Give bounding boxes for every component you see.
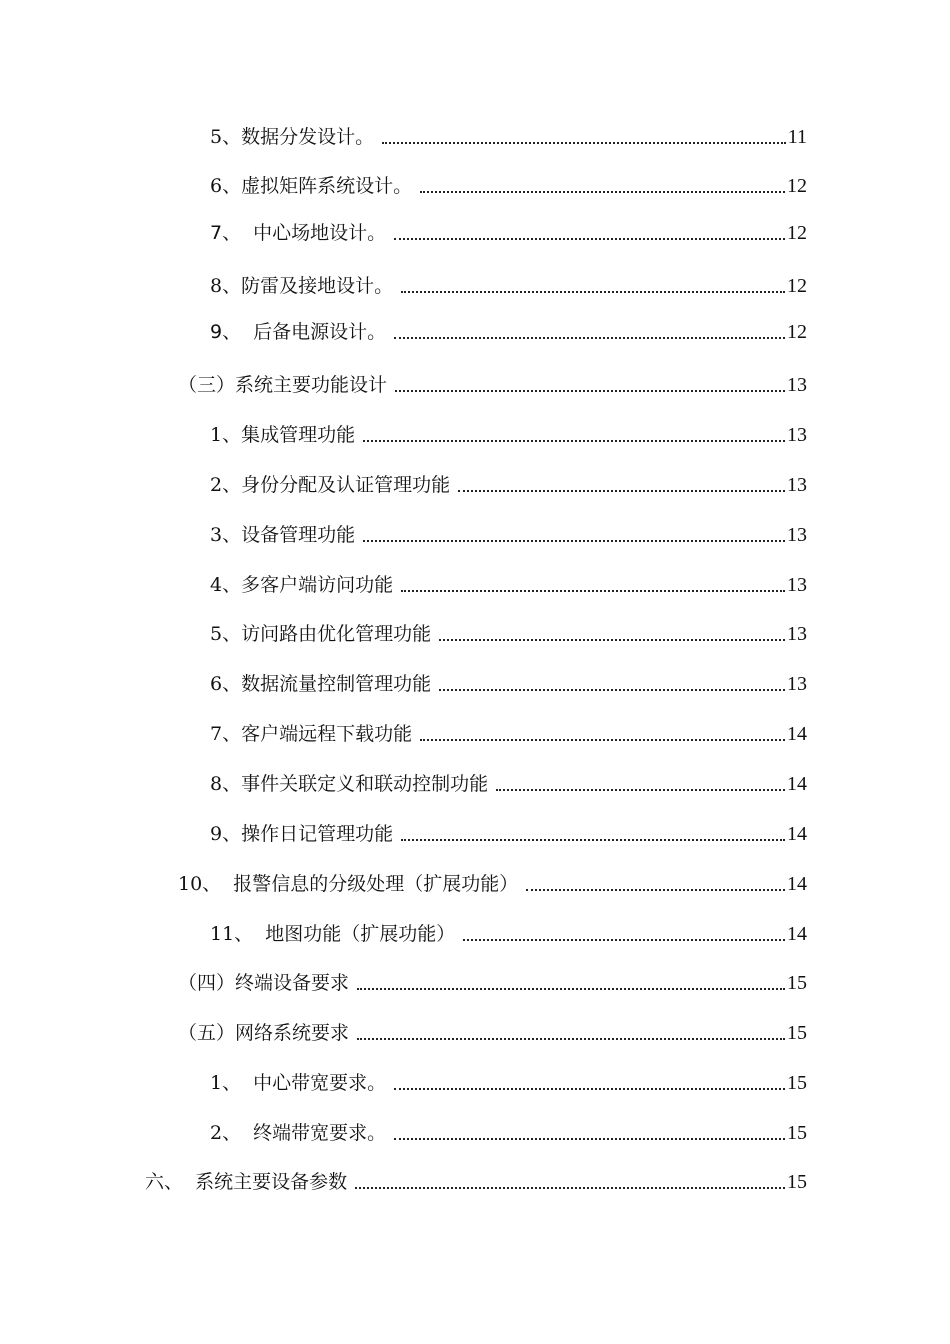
toc-entry-label: 3、设备管理功能	[210, 524, 356, 546]
toc-entry[interactable]	[178, 872, 807, 896]
toc-entry[interactable]	[210, 523, 807, 547]
toc-page-number: 13	[787, 524, 807, 546]
toc-dot-leader	[496, 789, 785, 791]
toc-dot-leader	[420, 191, 785, 193]
toc-dot-leader	[395, 390, 785, 392]
toc-dot-leader	[420, 739, 785, 741]
toc-page-number: 15	[787, 1022, 807, 1044]
toc-entry[interactable]	[210, 423, 807, 447]
toc-page-number: 13	[787, 623, 807, 645]
toc-dot-leader	[458, 490, 785, 492]
toc-entry-label: 8、防雷及接地设计。	[210, 275, 394, 297]
toc-dot-leader	[394, 238, 785, 240]
toc-dot-leader	[401, 590, 785, 592]
toc-page-number: 12	[787, 175, 807, 197]
toc-entry-label: 7、 中心场地设计。	[210, 222, 387, 244]
toc-entry[interactable]	[210, 922, 807, 946]
toc-dot-leader	[357, 988, 785, 990]
toc-dot-leader	[526, 889, 785, 891]
toc-entry[interactable]	[210, 221, 807, 245]
toc-page-number: 13	[787, 673, 807, 695]
toc-entry-label: （四）终端设备要求	[178, 972, 350, 994]
toc-entry[interactable]	[178, 1021, 807, 1045]
toc-page-number: 13	[787, 574, 807, 596]
toc-page-number: 15	[787, 1072, 807, 1094]
toc-entry[interactable]	[210, 125, 807, 149]
toc-page-number: 15	[787, 972, 807, 994]
toc-page-number: 13	[787, 474, 807, 496]
toc-dot-leader	[439, 689, 785, 691]
toc-dot-leader	[363, 540, 785, 542]
toc-page-number: 14	[787, 823, 807, 845]
toc-entry[interactable]	[145, 1170, 807, 1194]
toc-entry[interactable]	[210, 672, 807, 696]
toc-entry-label: 2、 终端带宽要求。	[210, 1122, 387, 1144]
toc-page-number: 12	[787, 275, 807, 297]
toc-entry-label: 7、客户端远程下载功能	[210, 723, 413, 745]
toc-entry-label: 2、身份分配及认证管理功能	[210, 474, 451, 496]
toc-page-number: 14	[787, 773, 807, 795]
toc-dot-leader	[357, 1038, 785, 1040]
toc-page-number: 12	[787, 321, 807, 343]
toc-dot-leader	[355, 1187, 785, 1189]
toc-page-number: 14	[787, 923, 807, 945]
toc-entry-label: 10、 报警信息的分级处理（扩展功能）	[178, 873, 519, 895]
toc-dot-leader	[463, 939, 785, 941]
toc-entry[interactable]	[178, 971, 807, 995]
toc-entry[interactable]	[210, 573, 807, 597]
toc-entry-label: 9、 后备电源设计。	[210, 321, 387, 343]
toc-entry-label: 4、多客户端访问功能	[210, 574, 394, 596]
toc-entry-label: 六、 系统主要设备参数	[145, 1171, 348, 1193]
toc-page-number: 15	[787, 1122, 807, 1144]
toc-entry[interactable]	[210, 320, 807, 344]
toc-page-number: 12	[787, 222, 807, 244]
toc-page-number: 14	[787, 873, 807, 895]
toc-dot-leader	[401, 291, 785, 293]
toc-entry[interactable]	[178, 373, 807, 397]
toc-entry-label: 1、集成管理功能	[210, 424, 356, 446]
toc-entry[interactable]	[210, 722, 807, 746]
toc-entry[interactable]	[210, 822, 807, 846]
toc-entry[interactable]	[210, 772, 807, 796]
toc-entry-label: 1、 中心带宽要求。	[210, 1072, 387, 1094]
toc-entry-label: 9、操作日记管理功能	[210, 823, 394, 845]
toc-page-number: 13	[787, 424, 807, 446]
toc-entry[interactable]	[210, 1071, 807, 1095]
toc-page-number: 13	[787, 374, 807, 396]
toc-dot-leader	[382, 142, 786, 144]
toc-entry-label: 8、事件关联定义和联动控制功能	[210, 773, 489, 795]
toc-page-number: 14	[787, 723, 807, 745]
toc-page-number: 15	[787, 1171, 807, 1193]
toc-entry-label: 6、虚拟矩阵系统设计。	[210, 175, 413, 197]
toc-entry-label: （三）系统主要功能设计	[178, 374, 388, 396]
toc-entry[interactable]	[210, 622, 807, 646]
toc-entry-label: 6、数据流量控制管理功能	[210, 673, 432, 695]
toc-entry[interactable]	[210, 1121, 807, 1145]
toc-dot-leader	[394, 1088, 785, 1090]
toc-entry-label: 5、数据分发设计。	[210, 126, 375, 148]
toc-dot-leader	[394, 1138, 785, 1140]
toc-dot-leader	[401, 839, 785, 841]
toc-entry-label: 11、 地图功能（扩展功能）	[210, 923, 456, 945]
toc-entry-label: 5、访问路由优化管理功能	[210, 623, 432, 645]
toc-page-number: 11	[787, 126, 807, 148]
toc-entry[interactable]	[210, 274, 807, 298]
toc-dot-leader	[439, 639, 785, 641]
toc-entry[interactable]	[210, 174, 807, 198]
toc-dot-leader	[363, 440, 785, 442]
toc-entry[interactable]	[210, 473, 807, 497]
toc-dot-leader	[394, 337, 785, 339]
toc-entry-label: （五）网络系统要求	[178, 1022, 350, 1044]
